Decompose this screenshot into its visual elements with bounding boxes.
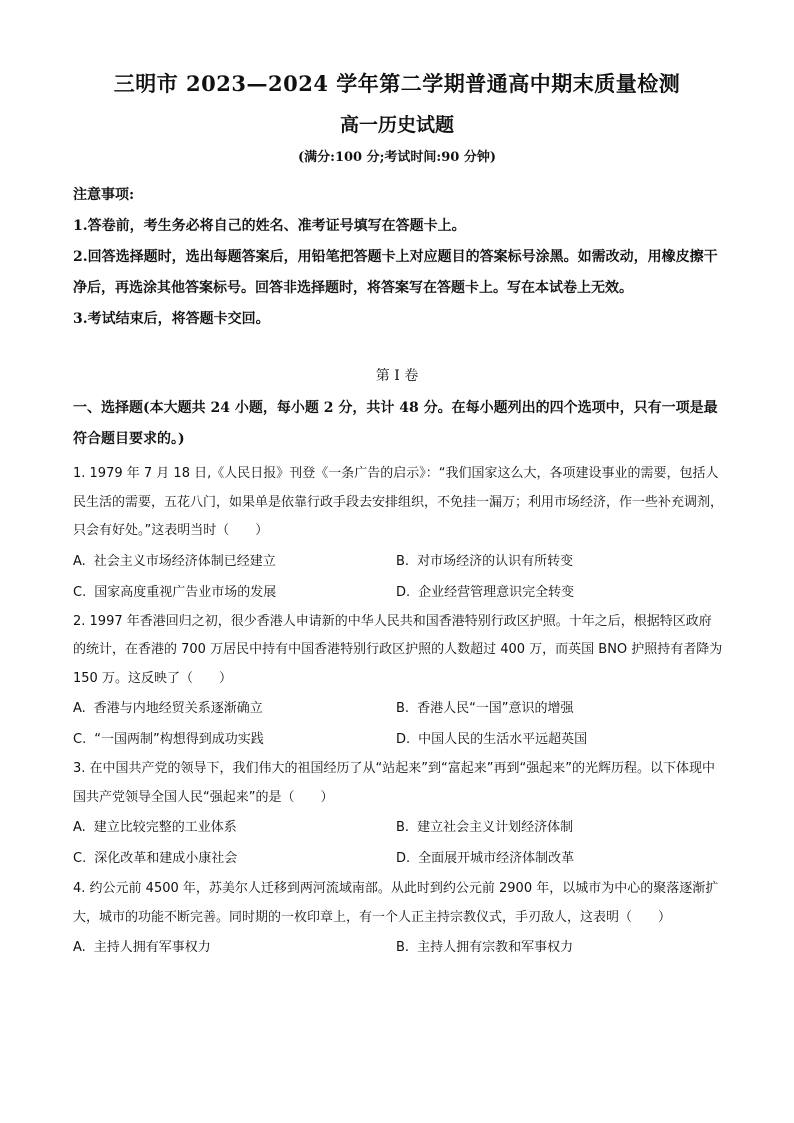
option-row: [73, 693, 723, 724]
option-d: [396, 577, 574, 608]
option-letter: B.: [396, 940, 410, 955]
option-letter: A.: [73, 940, 86, 955]
option-letter: A.: [73, 553, 86, 569]
notes-block: [73, 180, 723, 335]
section-heading: 一、选择题(本大题共 24 小题，每小题 2 分，共计 48 分。在每小题列出的四个选项中，只有一项是最符合题目要求的。): [73, 400, 718, 447]
option-letter: D.: [396, 851, 411, 866]
question-3: [73, 755, 723, 874]
option-b: [396, 812, 573, 843]
note-item: 2.回答选择题时，选出每题答案后，用铅笔把答题卡上对应题目的答案标号涂黑。如需改动，用橡皮擦干净后，再选涂其他答案标号。回答非选择题时，将答案写在答题卡上。写在本试卷上无效。: [73, 249, 718, 296]
option-row: [73, 812, 723, 843]
option-text: 主持人拥有宗教和军事权力: [417, 940, 574, 955]
option-c: [73, 843, 237, 874]
note-item: 1.答卷前，考生务必将自己的姓名、准考证号填写在答题卡上。: [73, 218, 466, 234]
notes-heading: 注意事项:: [73, 187, 135, 203]
option-text: 国家高度重视广告业市场的发展: [94, 584, 277, 600]
option-letter: D.: [396, 584, 411, 600]
question-stem: 2. 1997 年香港回归之初，很少香港人申请新的中华人民共和国香港特别行政区护照。十年之后，根据特区政府的统计，在香港的 700 万居民中持有中国香港特别行政区护照的人数超过 400 万，而英国 BNO 护照持有者降为 150 万。这反映了（ ）: [73, 613, 723, 686]
exam-subtitle: 高一历史试题: [339, 114, 454, 136]
question-stem: 1. 1979 年 7 月 18 日,《人民日报》刊登《一条广告的启示》：“我们国家这么大，各项建设事业的需要，包括人民生活的需要，五花八门，如果单是依靠行政手段去安排组织，不免挂一漏万；利用市场经济，作一些补充调剂，只会有好处。”这表明当时（ ）: [73, 466, 724, 538]
note-item: 3.考试结束后，将答题卡交回。: [73, 311, 270, 327]
question-4: [73, 874, 723, 963]
option-row: [73, 546, 723, 577]
option-letter: A.: [73, 701, 86, 716]
option-letter: B.: [396, 553, 410, 569]
question-stem: 4. 约公元前 4500 年，苏美尔人迁移到两河流域南部。从此时到约公元前 2900 年，以城市为中心的聚落逐渐扩大，城市的功能不断完善。同时期的一枚印章上，有一个人正主持宗教仪式，手刃敌人，这表明（ ）: [73, 881, 719, 925]
question-2: [73, 608, 723, 756]
option-b: [396, 932, 573, 963]
option-letter: C.: [73, 851, 87, 866]
option-letter: B.: [396, 701, 410, 716]
option-a: [73, 812, 237, 843]
exam-title: 三明市 2023—2024 学年第二学期普通高中期末质量检测: [113, 71, 681, 96]
option-text: 香港与内地经贸关系逐渐确立: [93, 701, 263, 716]
option-text: 主持人拥有军事权力: [93, 940, 211, 955]
option-row: [73, 724, 723, 755]
option-c: [73, 724, 264, 755]
option-row: [73, 577, 723, 608]
option-row: [73, 932, 723, 963]
question-list: [73, 460, 723, 963]
option-a: [73, 693, 263, 724]
option-text: 对市场经济的认识有所转变: [417, 553, 574, 569]
option-letter: D.: [396, 732, 411, 747]
option-text: 深化改革和建成小康社会: [94, 851, 238, 866]
option-text: 香港人民“一国”意识的增强: [417, 701, 574, 716]
option-d: [396, 843, 574, 874]
option-text: 企业经营管理意识完全转变: [418, 584, 575, 600]
option-text: 中国人民的生活水平远超英国: [418, 732, 588, 747]
option-c: [73, 577, 276, 608]
option-letter: C.: [73, 584, 87, 600]
option-text: 全面展开城市经济体制改革: [418, 851, 575, 866]
option-text: 建立社会主义计划经济体制: [417, 820, 574, 835]
option-d: [396, 724, 587, 755]
option-letter: B.: [396, 820, 410, 835]
option-row: [73, 843, 723, 874]
option-text: 建立比较完整的工业体系: [93, 820, 237, 835]
option-b: [396, 693, 574, 724]
section-label: 第 I 卷: [375, 368, 419, 384]
option-a: [73, 932, 211, 963]
option-letter: A.: [73, 820, 86, 835]
option-a: [73, 546, 276, 577]
option-text: 社会主义市场经济体制已经建立: [93, 553, 276, 569]
option-b: [396, 546, 573, 577]
question-stem: 3. 在中国共产党的领导下，我们伟大的祖国经历了从“站起来”到“富起来”再到“强起来”的光辉历程。以下体现中国共产党领导全国人民“强起来”的是（ ）: [73, 761, 715, 805]
question-1: [73, 460, 723, 608]
option-text: “一国两制”构想得到成功实践: [94, 732, 264, 747]
score-info: (满分:100 分;考试时间:90 分钟): [298, 150, 496, 165]
option-letter: C.: [73, 732, 87, 747]
